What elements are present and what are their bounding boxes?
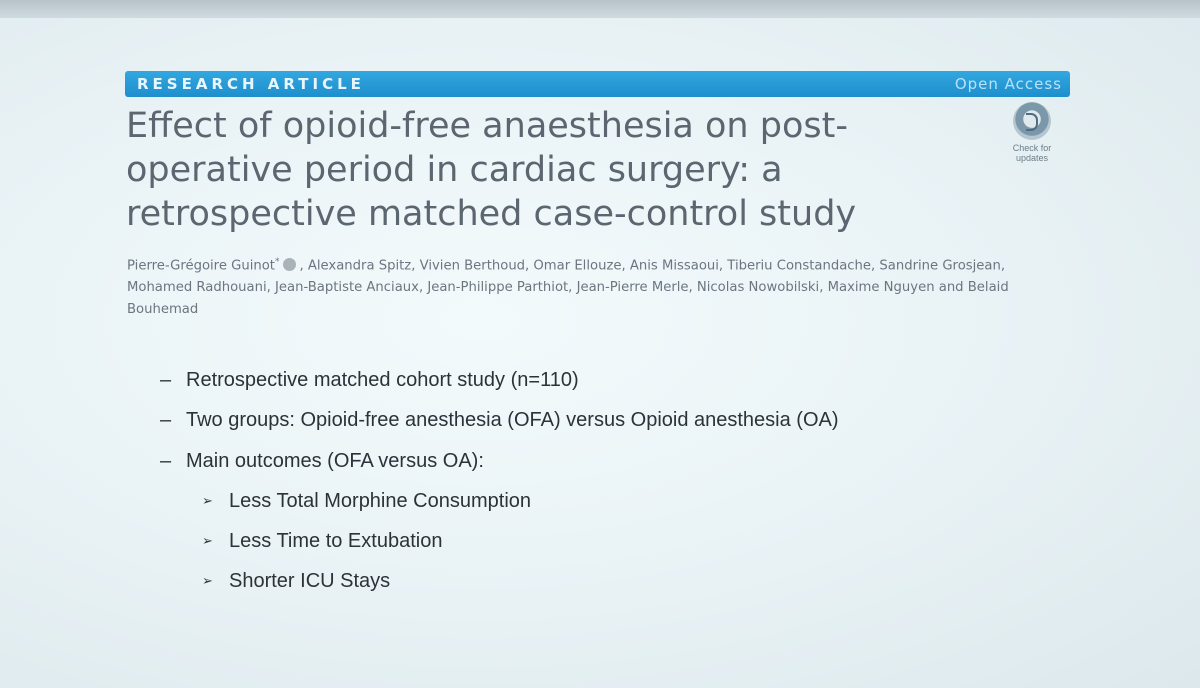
- bullet-marker: –: [160, 450, 172, 472]
- bullet-text: Retrospective matched cohort study (n=110): [186, 369, 579, 391]
- arrow-marker: ➢: [202, 493, 213, 508]
- check-for-updates-icon: [1013, 102, 1051, 140]
- sub-bullet-extubation: [202, 530, 442, 553]
- open-access-label: Open Access: [954, 75, 1062, 93]
- sub-bullet-icu: [202, 570, 390, 593]
- arrow-marker: ➢: [202, 533, 213, 548]
- orcid-icon[interactable]: [283, 258, 296, 271]
- bullet-groups: [160, 409, 839, 432]
- check-for-updates-label: Check for updates: [1012, 143, 1052, 163]
- article-banner: [125, 71, 1070, 97]
- sub-bullet-text: Shorter ICU Stays: [229, 570, 391, 592]
- bullet-marker: –: [160, 369, 172, 391]
- bullet-text: Main outcomes (OFA versus OA):: [186, 450, 484, 472]
- sub-bullet-morphine: [202, 490, 531, 513]
- corresponding-mark: *: [274, 257, 280, 267]
- other-authors: , Alexandra Spitz, Vivien Berthoud, Omar Ellouze, Anis Missaoui, Tiberiu Constandache, Sandrine Grosjean, Mohamed Radhouani, Jean-Baptiste Anciaux, Jean-Philippe Parthiot, Jean-Pierre Merle, Nicolas Nowobilski, Maxime Nguyen and Belaid Bouhemad: [127, 258, 1009, 318]
- bullet-design: [160, 369, 579, 392]
- author-list: [127, 251, 1067, 321]
- sub-bullet-text: Less Time to Extubation: [229, 530, 443, 552]
- sub-bullet-text: Less Total Morphine Consumption: [229, 490, 532, 512]
- article-title: Effect of opioid-free anaesthesia on post-operative period in cardiac surgery: a retrospective matched case-control study: [126, 106, 857, 234]
- check-for-updates-badge[interactable]: [1003, 100, 1061, 170]
- first-author: Pierre-Grégoire Guinot: [127, 258, 275, 274]
- arrow-marker: ➢: [202, 573, 213, 588]
- bullet-marker: –: [160, 409, 172, 431]
- bullet-outcomes: [160, 450, 484, 473]
- bullet-text: Two groups: Opioid-free anesthesia (OFA) versus Opioid anesthesia (OA): [186, 409, 839, 431]
- research-article-label: RESEARCH ARTICLE: [137, 75, 365, 93]
